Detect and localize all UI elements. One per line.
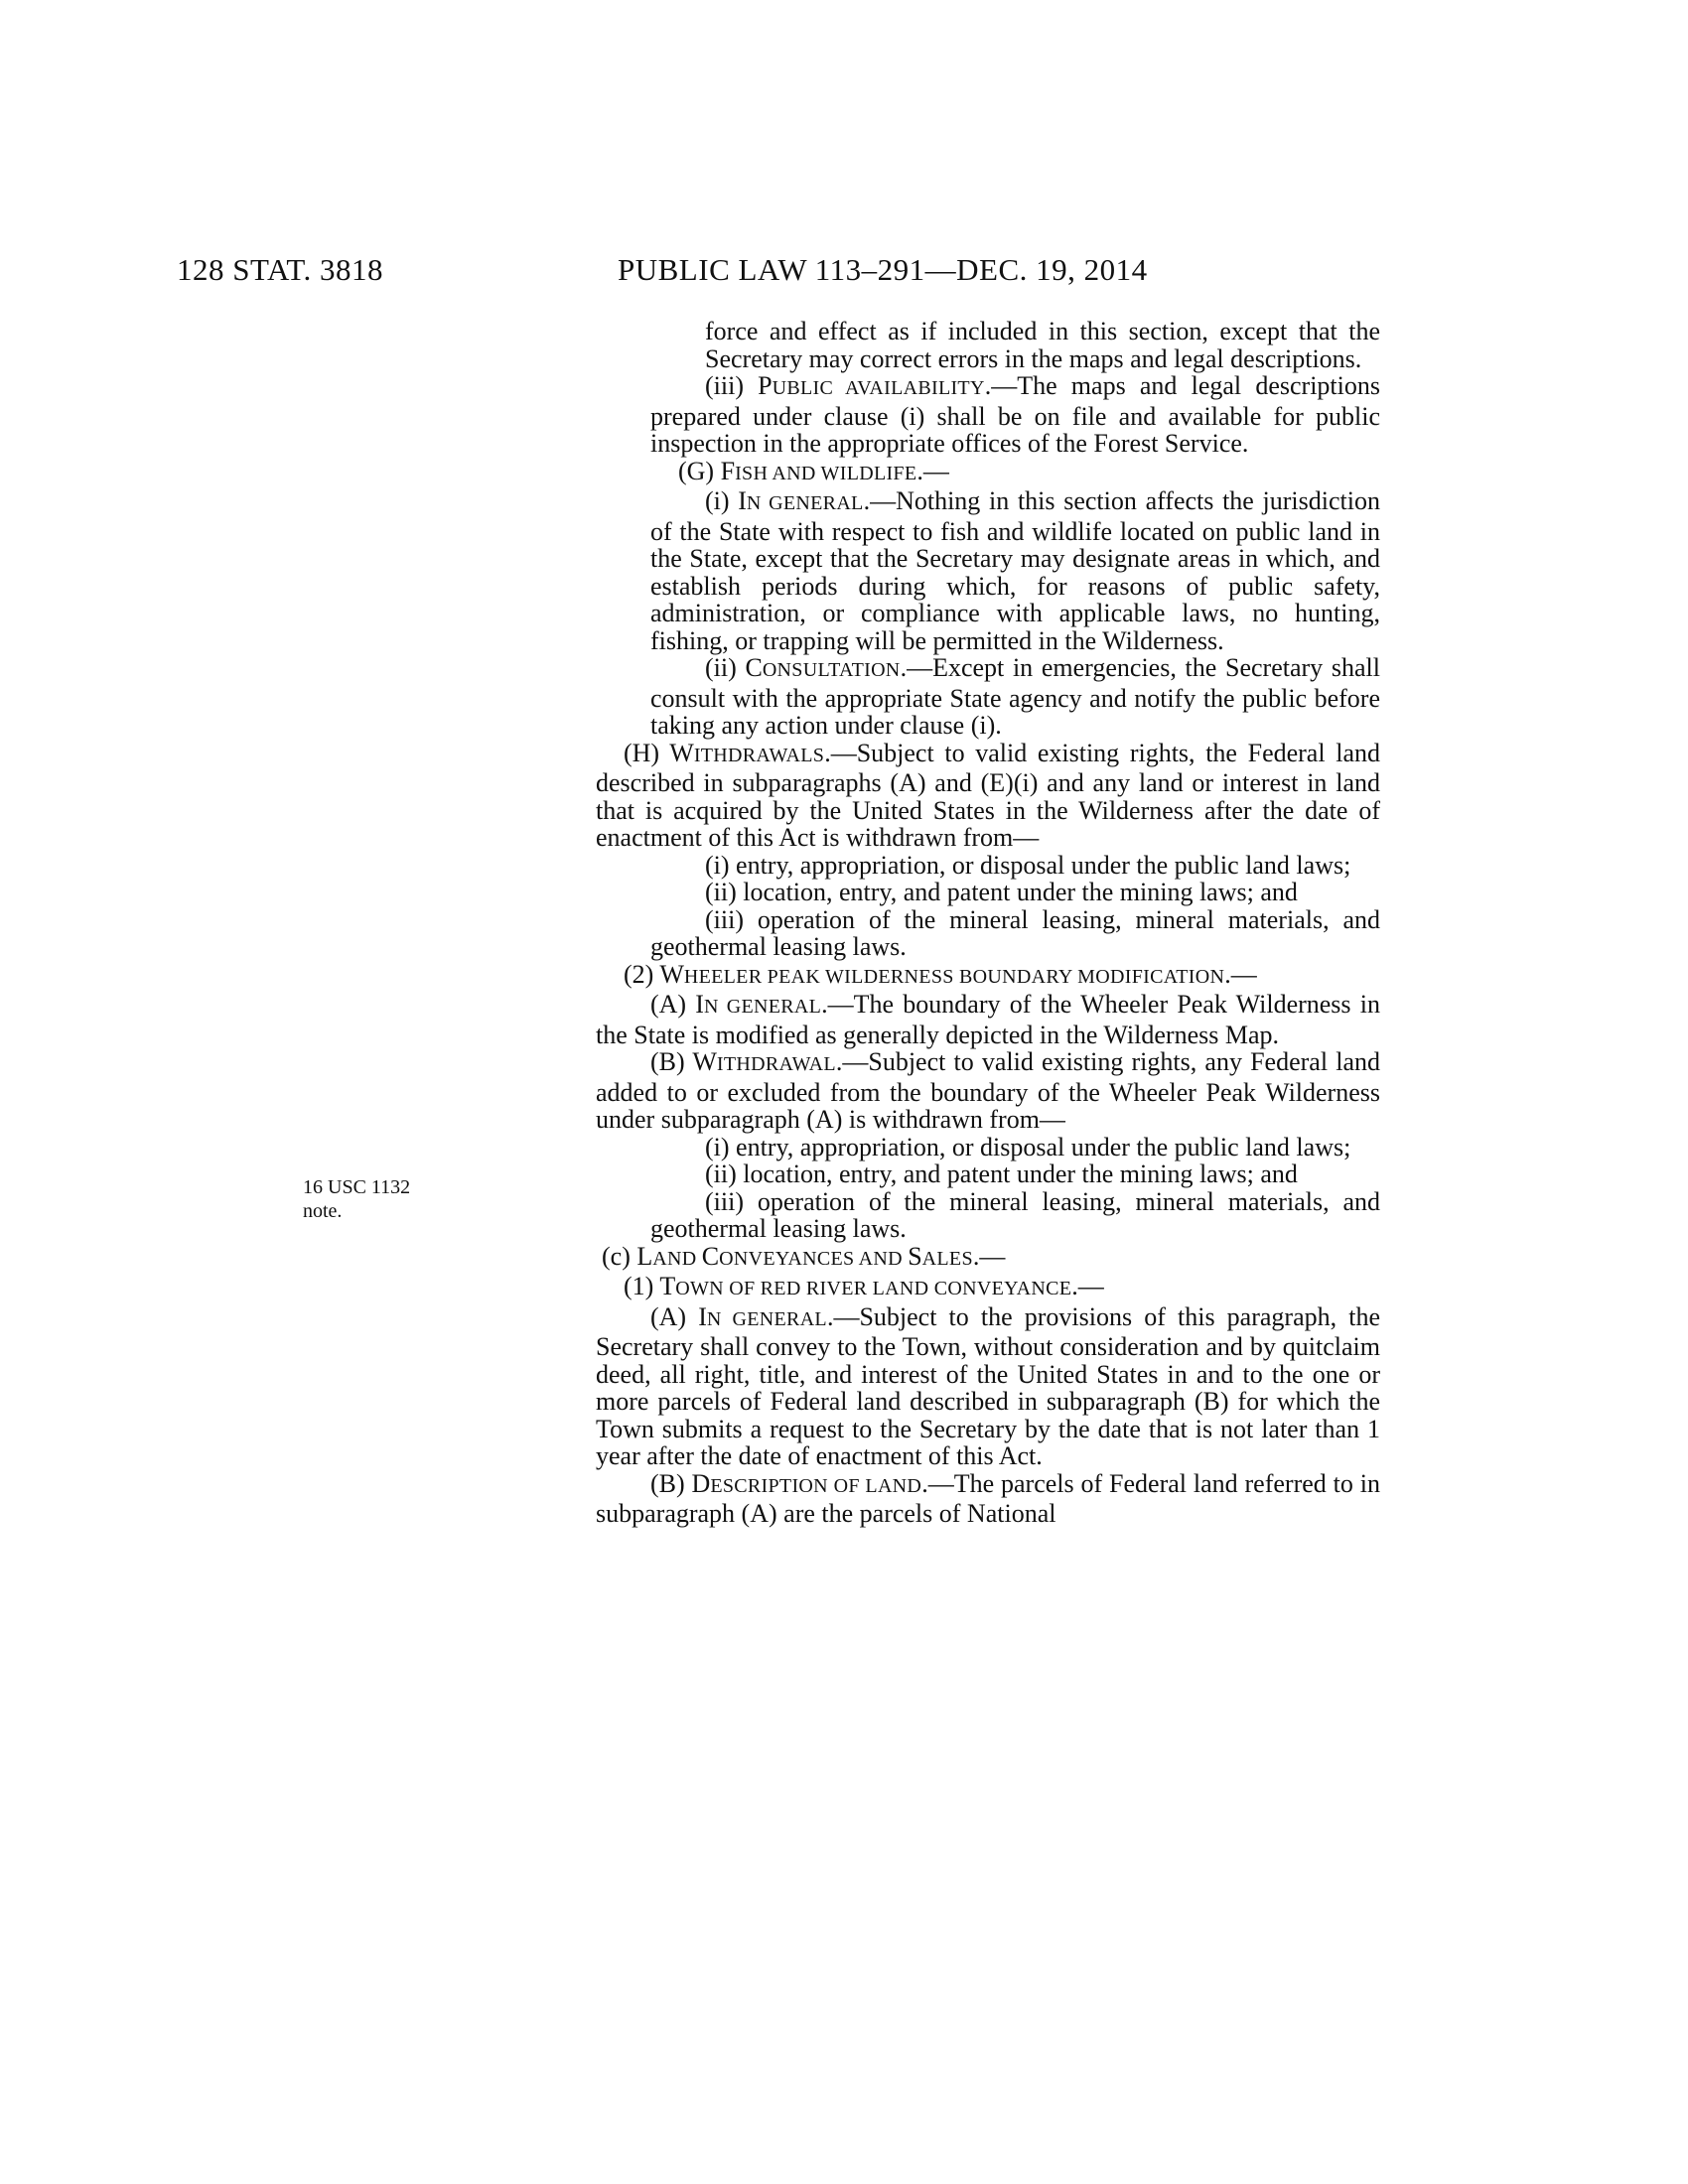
subparagraph-heading: ISH AND WILDLIFE [735, 462, 917, 484]
subparagraph-number: (B) D [650, 1468, 711, 1498]
stat-citation: 128 STAT. 3818 [177, 252, 384, 287]
clause-heading: UBLIC AVAILABILITY [772, 377, 985, 399]
subparagraph-fish-and-wildlife [596, 458, 1380, 488]
clause-item: (i) entry, appropriation, or disposal under the public land laws; [705, 850, 1351, 880]
paragraph-continuation: force and effect as if included in this section, except that the Secretary may correct errors in the maps and legal descriptions. [705, 317, 1380, 373]
paragraph-number: (2) W [624, 959, 684, 989]
clause-in-general [596, 487, 1380, 654]
clause-item: (iii) operation of the mineral leasing, mineral materials, and geothermal leasing laws. [650, 1186, 1380, 1243]
subparagraph-text: .—The boundary of the Wheeler Peak Wilderness in the State is modified as generally depicted in the Wilderness Map. [596, 990, 1380, 1049]
subsection-heading-part: ALES [921, 1247, 973, 1270]
clause-heading: ONSULTATION [762, 659, 901, 681]
document-body [596, 318, 1380, 1528]
subparagraph-text: .—Subject to the provisions of this paragraph, the Secretary shall convey to the Town, without consideration and by quitclaim deed, all right, title, and interest of the United States in and to the one or more parcels of Federal land described in subparagraph (B) for which the Town submits a request to the Secretary by the date that is not later than 1 year after the date of enactment of this Act. [596, 1301, 1380, 1470]
clause-number: (iii) P [705, 371, 773, 400]
clause-item: (iii) operation of the mineral leasing, mineral materials, and geothermal leasing laws. [650, 904, 1380, 961]
subparagraph-heading: ESCRIPTION OF LAND [710, 1474, 922, 1497]
paragraph-text: .— [1224, 959, 1257, 989]
clause-number: (ii) C [705, 653, 763, 682]
clause-number: (i) I [705, 486, 747, 515]
subparagraph-withdrawal [596, 1048, 1380, 1134]
clause-text: .—Except in emergencies, the Secretary shall consult with the appropriate State agency and notify the public before taking any action under clause (i). [650, 653, 1380, 740]
margin-note [303, 1175, 410, 1223]
paragraph-text: .— [1071, 1272, 1104, 1300]
margin-note-citation: 16 USC 1132 [303, 1176, 411, 1198]
subparagraph-text: .—Subject to valid existing rights, the Federal land described in subparagraphs (A) and (E)(i) and any land or interest in land that is acquired by the United States in the Wilderness after the date of enactment of this Act is withdrawn from— [596, 738, 1380, 852]
subparagraph-in-general [596, 1303, 1380, 1470]
paragraph-town-of-red-river [596, 1273, 1380, 1303]
clause-text: .—The maps and legal descriptions prepared under clause (i) shall be on file and available for public inspection in the appropriate offices of the Forest Service. [650, 371, 1380, 458]
clause-item: (ii) location, entry, and patent under the mining laws; and [705, 878, 1298, 906]
subparagraph-number: (A) I [650, 990, 704, 1019]
subparagraph-number: (B) W [650, 1047, 717, 1076]
subparagraph-heading: ITHDRAWALS [693, 744, 825, 766]
subsection-heading-initial: S [908, 1241, 922, 1271]
subparagraph-number: (H) W [624, 738, 694, 767]
clause-public-availability [596, 372, 1380, 458]
subparagraph-number: (A) I [650, 1301, 707, 1331]
clause-item: (ii) location, entry, and patent under the mining laws; and [705, 1160, 1298, 1188]
subparagraph-text: .—Subject to valid existing rights, any Federal land added to or excluded from the boundary of the Wheeler Peak Wilderness under subparagraph (A) is withdrawn from— [596, 1047, 1380, 1134]
clause-heading: N GENERAL [746, 492, 864, 514]
paragraph-heading: HEELER PEAK WILDERNESS BOUNDARY MODIFICATION [683, 965, 1225, 988]
subparagraph-text: .—The parcels of Federal land referred to in subparagraph (A) are the parcels of National [596, 1468, 1380, 1528]
clause-consultation [596, 654, 1380, 740]
subsection-heading-initial: C [701, 1241, 720, 1271]
subparagraph-description-of-land [596, 1470, 1380, 1528]
paragraph-heading: OWN OF RED RIVER LAND CONVEYANCE [675, 1278, 1072, 1299]
subsection-heading-part: AND [652, 1247, 702, 1270]
clause-text: .—Nothing in this section affects the jurisdiction of the State with respect to fish and wildlife located on public land in the State, except that the Secretary may designate areas in which, and establish periods during which, for reasons of public safety, administration, or compliance with applicable laws, no hunting, fishing, or trapping will be permitted in the Wilderness. [650, 486, 1380, 655]
law-title-header: PUBLIC LAW 113–291—DEC. 19, 2014 [618, 252, 1148, 287]
paragraph-number: (1) T [624, 1272, 676, 1300]
subsection-land-conveyances [596, 1243, 1380, 1274]
subparagraph-heading: N GENERAL [703, 996, 822, 1018]
paragraph-wheeler-peak [596, 961, 1380, 992]
subparagraph-in-general [596, 991, 1380, 1048]
subparagraph-heading: N GENERAL [706, 1307, 827, 1330]
margin-note-label: note. [303, 1200, 343, 1222]
subparagraph-withdrawals [596, 740, 1380, 852]
subsection-heading-part: ONVEYANCES AND [719, 1247, 909, 1270]
subsection-text: .— [972, 1241, 1006, 1271]
subparagraph-number: (G) F [678, 456, 736, 485]
subparagraph-heading: ITHDRAWAL [716, 1053, 836, 1075]
clause-item: (i) entry, appropriation, or disposal under the public land laws; [705, 1132, 1351, 1161]
subparagraph-text: .— [916, 456, 949, 485]
subsection-number: (c) L [602, 1241, 653, 1271]
